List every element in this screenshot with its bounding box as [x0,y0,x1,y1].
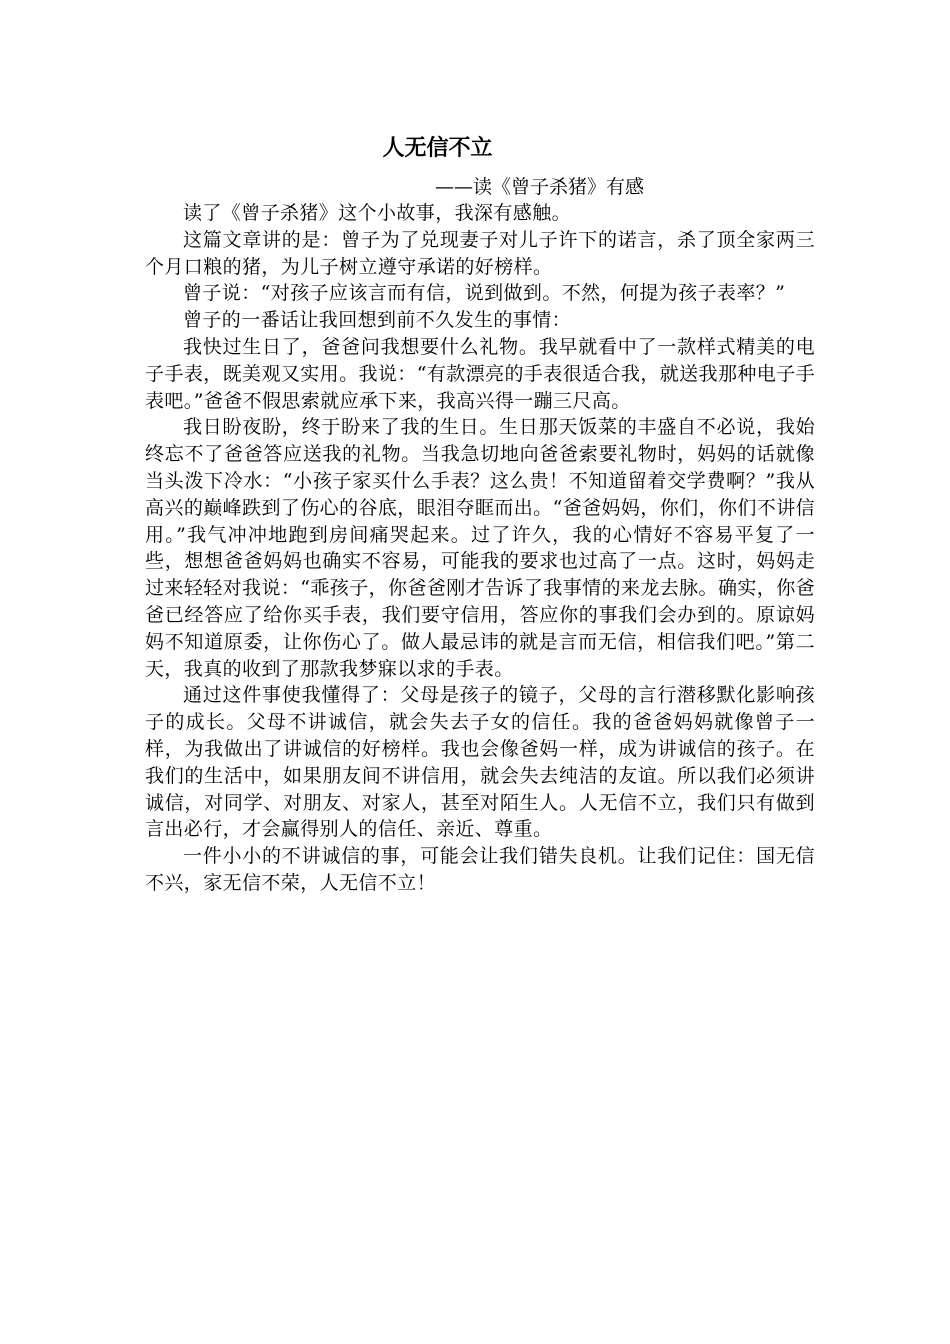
paragraph: 一件小小的不讲诚信的事，可能会让我们错失良机。让我们记住：国无信不兴，家无信不荣，人无信不立！ [145,845,815,894]
paragraph: 读了《曾子杀猪》这个小故事，我深有感触。 [183,202,572,224]
paragraph: 曾子的一番话让我回想到前不久发生的事情： [183,309,572,332]
paragraph: 曾子说：“对孩子应该言而有信，说到做到。不然，何提为孩子表率？” [183,282,786,305]
document-body [145,200,815,897]
document-subtitle: ——读《曾子杀猪》有感 [435,176,645,198]
paragraph: 我快过生日了，爸爸问我想要什么礼物。我早就看中了一款样式精美的电子手表，既美观又实用。我说：“有款漂亮的手表很适合我，就送我那种电子手表吧。”爸爸不假思索就应承下来，我高兴得一蹦三尺高。 [145,335,815,412]
paragraph: 我日盼夜盼，终于盼来了我的生日。生日那天饭菜的丰盛自不必说，我始终忘不了爸爸答应送我的礼物。当我急切地向爸爸索要礼物时，妈妈的话就像当头泼下冷水：“小孩子家买什么手表？这么贵！不知道留着交学费啊？”我从高兴的巅峰跌到了伤心的谷底，眼泪夺眶而出。“爸爸妈妈，你们，你们不讲信用。”我气冲冲地跑到房间痛哭起来。过了许久，我的心情好不容易平复了一些，想想爸爸妈妈也确实不容易，可能我的要求也过高了一点。这时，妈妈走过来轻轻对我说：“乖孩子，你爸爸刚才告诉了我事情的来龙去脉。确实，你爸爸已经答应了给你买手表，我们要守信用，答应你的事我们会办到的。原谅妈妈不知道原委，让你伤心了。做人最忌讳的就是言而无信，相信我们吧。”第二天，我真的收到了那款我梦寐以求的手表。 [145,416,815,680]
paragraph: 这篇文章讲的是：曾子为了兑现妻子对儿子许下的诺言，杀了顶全家两三个月口粮的猪，为儿子树立遵守承诺的好榜样。 [145,228,815,278]
document-title: 人无信不立 [382,136,493,161]
paragraph: 通过这件事使我懂得了：父母是孩子的镜子，父母的言行潜移默化影响孩子的成长。父母不讲诚信，就会失去子女的信任。我的爸爸妈妈就像曾子一样，为我做出了讲诚信的好榜样。我也会像爸妈一样，成为讲诚信的孩子。在我们的生活中，如果朋友间不讲信用，就会失去纯洁的友谊。所以我们必须讲诚信，对同学、对朋友、对家人，甚至对陌生人。人无信不立，我们只有做到言出必行，才会赢得别人的信任、亲近、尊重。 [145,684,815,841]
